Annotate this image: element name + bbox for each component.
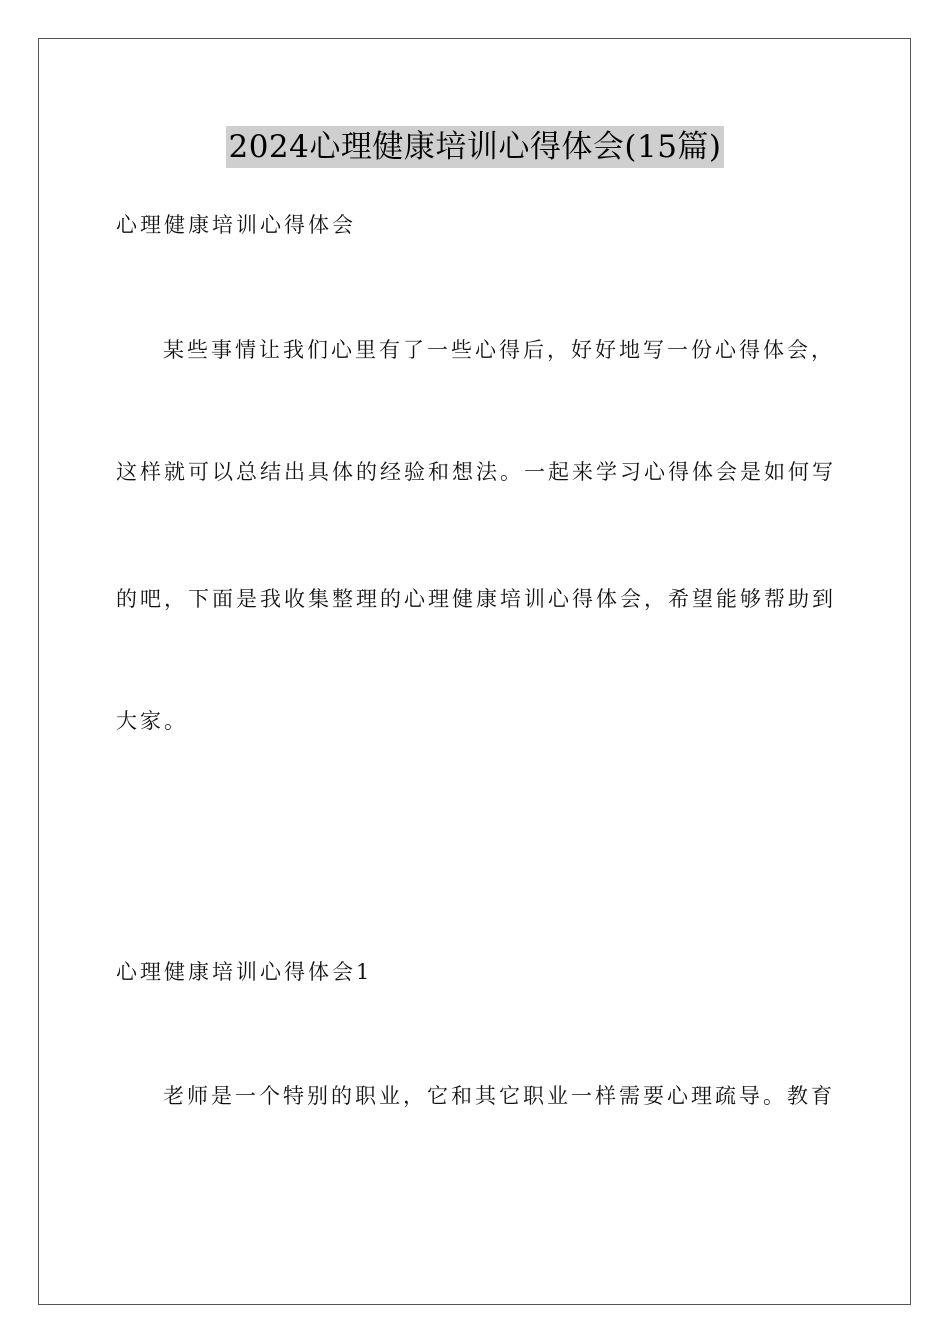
title-container xyxy=(0,126,950,168)
document-title: 2024心理健康培训心得体会(15篇) xyxy=(226,126,723,168)
intro-line-2: 这样就可以总结出具体的经验和想法。一起来学习心得体会是如何写 xyxy=(116,460,836,484)
intro-line-1: 某些事情让我们心里有了一些心得后，好好地写一份心得体会， xyxy=(163,338,835,362)
intro-line-4: 大家。 xyxy=(116,709,188,733)
subtitle: 心理健康培训心得体会 xyxy=(116,213,356,237)
intro-line-3: 的吧，下面是我收集整理的心理健康培训心得体会，希望能够帮助到 xyxy=(116,587,836,611)
section-line-1: 老师是一个特别的职业，它和其它职业一样需要心理疏导。教育 xyxy=(163,1084,835,1108)
section-heading: 心理健康培训心得体会1 xyxy=(116,960,373,984)
